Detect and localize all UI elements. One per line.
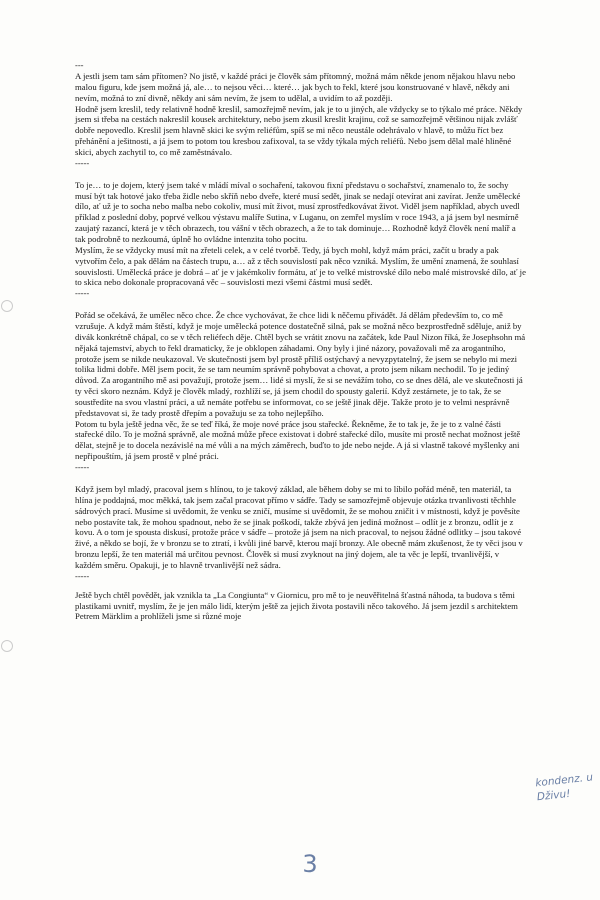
paragraph-4: Myslím, že se vždycky musí mít na zřeteli celek, a v celé tvorbě. Tedy, já bych mohl, když mám práci, začít u brady a pak vytvořím čelo, a pak dělám na částech trupu, a… až z těch souvislostí pak něco vzniká. Myslím, že umění znamená, že souhlasí souvislosti. Umělecká práce je dobrá – ať je v jakémkoliv formátu, ať je to velké mistrovské dílo nebo malé mistrovské dílo, ať je to skica nebo dokonale propracovaná věc – souvislosti mezi všemi částmi musí sedět.: [75, 244, 526, 288]
paragraph-8: Ještě bych chtěl povědět, jak vznikla ta „La Congiunta“ v Giornicu, pro mě to je neuvěřitelná šťastná náhoda, ta budova s těmi plastikami uvnitř, myslím, že je jen málo lidí, kterým ještě za jejich života postavili něco takového. Já jsem jezdil s architektem Petrem Märklim a prohlíželi jsme si různé moje: [75, 589, 518, 622]
spacer: [75, 299, 527, 310]
spacer: [75, 473, 527, 484]
spacer: [75, 169, 527, 180]
separator: -----: [75, 462, 90, 472]
punch-hole-mark: [1, 300, 13, 312]
body-text: [75, 60, 527, 622]
separator: -----: [75, 157, 90, 168]
paragraph-3: To je… to je dojem, který jsem také v mládí míval o sochaření, takovou fixní představu o sochařství, znamenalo to, že sochy musí být tak hotové jako třeba židle nebo skříň nebo dveře, které musí sedět, jinak se nedají otevírat ani zavírat. Jenže umělecké dílo, ať už je to socha nebo malba nebo cokoliv, musí mít život, musí zprostředkovávat život. Viděl jsem například, abych uvedl příklad z poslední doby, poprvé velkou výstavu malíře Sutina, v Luganu, on zemřel myslím v roce 1943, a já jsem byl nesmírně zaujatý razancí, která je v těch obrazech, tou vášní v těch obrazech, a že to tak dominuje… Rozhodně když člověk není malíř a tak podrobně to nezkoumá, úplně ho ovládne intenzita toho pocitu.: [75, 179, 521, 244]
paragraph-1: A jestli jsem tam sám přítomen? No jistě, v každé práci je člověk sám přítomný, možná mám někde jenom nějakou hlavu nebo malou figuru, kde jsem možná já, ale… to nejsou věci… které… jak bych to řekl, které jsou konstruované v hlavě, někdy ani nevím, možná to zní divně, někdy ani sám nevím, že jsem to udělal, a uvidím to až později.: [75, 71, 516, 103]
paragraph-5: Pořád se očekává, že umělec něco chce. Že chce vychovávat, že chce lidi k něčemu přivádět. Já dělám především to, co mě vzrušuje. A když mám štěstí, když je moje umělecká potence dostatečně silná, pak se možná něco bezprostředně sděluje, aniž by divák konkrétně chápal, co se v těch reliéfech děje. Chtěl bych se vrátit znovu na začátek, kde Paul Nizon říká, že Josephsohn má nějaká tajemství, abych to řekl dramaticky, že je obklopen záhadami. Ony byly i jiné názory, považovali mě za arogantního, protože jsem se nikde neukazoval. Ve skutečnosti jsem byl prostě příliš ostýchavý a nevyzpytatelný, že jsem se nebylo mi mezi tolika lidmi dobře. Měl jsem pocit, že se tam neumím správně pohybovat a chovat, a proto jsem nikam nechodil. To je jediný důvod. Za arogantního mě asi považují, protože jsem… lidé si myslí, že si se nevážím toho, co se dnes dělá, ale ve skutečnosti já ty věci skoro neznám. Když je člověk mladý, rozhlíží se, já jsem chodil do spousty galerií. Když zestárnete, je to tak, že se soustředíte na svou vlastní práci, a už nemáte potřebu se informovat, co se ještě jinak děje. Takže proto je to velmi nesprávně představovat si, že tady prostě dřepím a považuju se za toho nejlepšího.: [75, 310, 526, 418]
handwritten-page-number: 3: [302, 850, 318, 878]
separator: ---: [75, 60, 84, 70]
separator: -----: [75, 570, 90, 581]
paragraph-2: Hodně jsem kreslil, tedy relativně hodně kreslil, samozřejmě nevím, jak je to u jiných, ale vždycky se to týkalo mé práce. Někdy jsem si třeba na cestách nakreslil kousek architektury, nebo jsem zkusil kreslit krajinu, což se samozřejmě většinou nijak zvlášť dobře nepovedlo. Kreslil jsem hlavně skici ke svým reliéfům, spíš se mi něco neustále odehrávalo v hlavě, to můžu říct bez přehánění a ješitnosti, a já jsem to potom tou kresbou zafixoval, ta se vždy týkala mých reliéfů. Nebo jsem dělal malé hliněné skici, abych zachytil to, co mě zaměstnávalo.: [75, 103, 523, 157]
spacer: [75, 582, 527, 590]
paragraph-7: Když jsem byl mladý, pracoval jsem s hlínou, to je takový základ, ale během doby se mi to líbilo pořád méně, ten materiál, ta hlína je poddajná, moc měkká, tak jsem začal pracovat přímo v sádře. Tady se samozřejmě objevuje otázka trvanlivosti těchhle sádrových prací. Musíme si uvědomit, že venku se zničí, musíme si uvědomit, že se mohou zničit i v místnosti, když je pověsíte nebo postavíte tak, že mohou spadnout, nebo že se jinak poškodí, takže zbývá jen jediná možnost – odlít je z bronzu, odlít je z kovu. A o tom je spousta diskusí, protože práce v sádře – protože já jsem na nich pracoval, to nejsou žádné odlitky – jsou takové živé, a někdo se bojí, že v bronzu se to ztratí, i kvůli jiné barvě, kterou mají bronzy. Ale obecně mám zkušenost, že ty věci jsou v bronzu lepší, že ten materiál má určitou pevnost. Člověk si musí zvyknout na jiný dojem, ale ta věc je lepší, trvanlivější, v každém směru. Opakuji, je to hlavně trvanlivější než sádra.: [75, 484, 523, 570]
paragraph-6: Potom tu byla ještě jedna věc, že se teď říká, že moje nové práce jsou stařecké. Řekněme, že to tak je, že je to z valné části stařecké dílo. To je možná správně, ale možná může přece existovat i dobré stařecké dílo, musíte mi prostě nechat možnost ještě dělat, stejně je to docela nezávislé na mé vůli a na mých záměrech, buďto to jde nebo nejde. A já si vlastně takové myšlenky ani nepřipouštím, já jsem prostě v plné práci.: [75, 418, 521, 462]
punch-hole-mark: [1, 640, 13, 652]
handwritten-margin-note: kondenz. u Dživu!: [534, 771, 594, 804]
separator: -----: [75, 288, 90, 299]
